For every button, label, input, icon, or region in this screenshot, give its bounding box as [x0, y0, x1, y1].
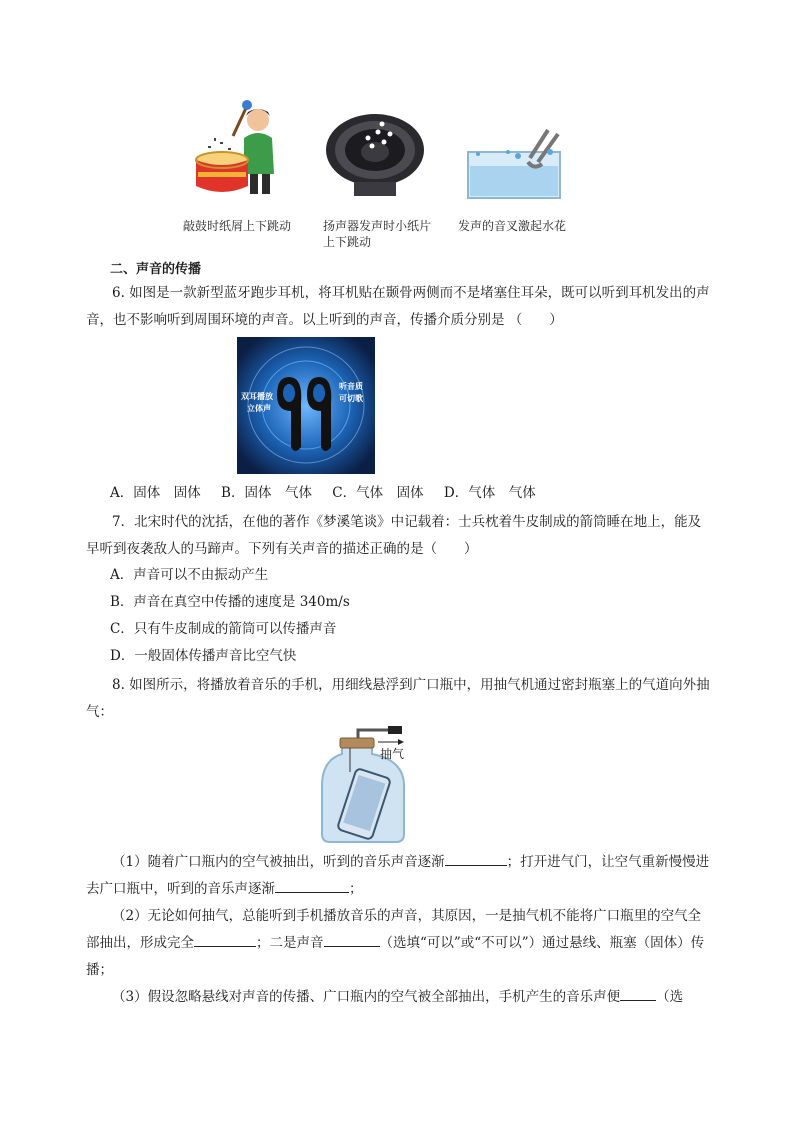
- option-7a[interactable]: A．声音可以不由振动产生: [110, 567, 269, 583]
- earphone-text-left-2: 立体声: [247, 404, 271, 413]
- figure-jar: [318, 726, 428, 844]
- question-6-options: [110, 483, 536, 503]
- figure-tuning-fork: [458, 122, 570, 202]
- option-6d[interactable]: D．气体 气体: [443, 485, 536, 501]
- figure-caption-speaker-1: 扬声器发声时小纸片: [323, 219, 432, 233]
- answer-blank[interactable]: [445, 851, 507, 866]
- option-6c[interactable]: C．气体 固体: [332, 485, 424, 501]
- answer-blank[interactable]: [324, 932, 380, 947]
- earphone-text-left-1: 双耳播放: [241, 392, 273, 401]
- section-title: 二、声音的传播: [110, 262, 202, 277]
- figure-caption-fork: 发声的音叉激起水花: [458, 219, 567, 233]
- earphone-text-right-1: 听音质: [339, 382, 363, 391]
- option-7c[interactable]: C．只有牛皮制成的箭筒可以传播声音: [110, 621, 337, 637]
- question-8-part-1: （1）随着广口瓶内的空气被抽出，听到的音乐声音逐渐 ；打开进气门，让空气重新慢慢进去广口瓶中，听到的音乐声逐渐 ；: [86, 849, 710, 903]
- figure-speaker: [324, 110, 426, 202]
- jar-label: 抽气: [380, 747, 405, 761]
- answer-blank[interactable]: [620, 986, 656, 1001]
- option-6a[interactable]: A．固体 固体: [110, 485, 201, 501]
- answer-blank[interactable]: [194, 932, 256, 947]
- answer-blank[interactable]: [275, 878, 349, 893]
- question-7-text: 7．北宋时代的沈括，在他的著作《梦溪笔谈》中记载着：士兵枕着牛皮制成的箭筒睡在地上，能及早听到夜袭敌人的马蹄声。下列有关声音的描述正确的是（ ）: [86, 514, 702, 557]
- figure-earphone: [237, 337, 375, 474]
- question-8-part-3: （3）假设忽略悬线对声音的传播、广口瓶内的空气被全部抽出，手机产生的音乐声便 （选: [86, 984, 710, 1011]
- question-6-text: 6. 如图是一款新型蓝牙跑步耳机，将耳机贴在颞骨两侧而不是堵塞住耳朵，既可以听到耳机发出的声音，也不影响听到周围环境的声音。以上听到的声音，传播介质分别是 （ ）: [86, 285, 710, 328]
- option-7d[interactable]: D．一般固体传播声音比空气快: [110, 648, 297, 664]
- figure-caption-speaker-2: 上下跳动: [323, 235, 372, 249]
- figure-caption-drum: 敲鼓时纸屑上下跳动: [183, 219, 292, 233]
- question-8-text: 8. 如图所示，将播放着音乐的手机，用细线悬浮到广口瓶中，用抽气机通过密封瓶塞上的气道向外抽气：: [86, 677, 710, 720]
- figure-drum: [188, 98, 284, 206]
- option-6b[interactable]: B．固体 气体: [221, 485, 312, 501]
- earphone-text-right-2: 可切歌: [339, 394, 363, 403]
- question-8-part-2: （2）无论如何抽气，总能听到手机播放音乐的声音，其原因，一是抽气机不能将广口瓶里的空气全部抽出，形成完全 ；二是声音 （选填“可以”或“不可以”）通过悬线、瓶塞（固体）传播；: [86, 908, 705, 978]
- option-7b[interactable]: B．声音在真空中传播的速度是 340m/s: [110, 594, 350, 610]
